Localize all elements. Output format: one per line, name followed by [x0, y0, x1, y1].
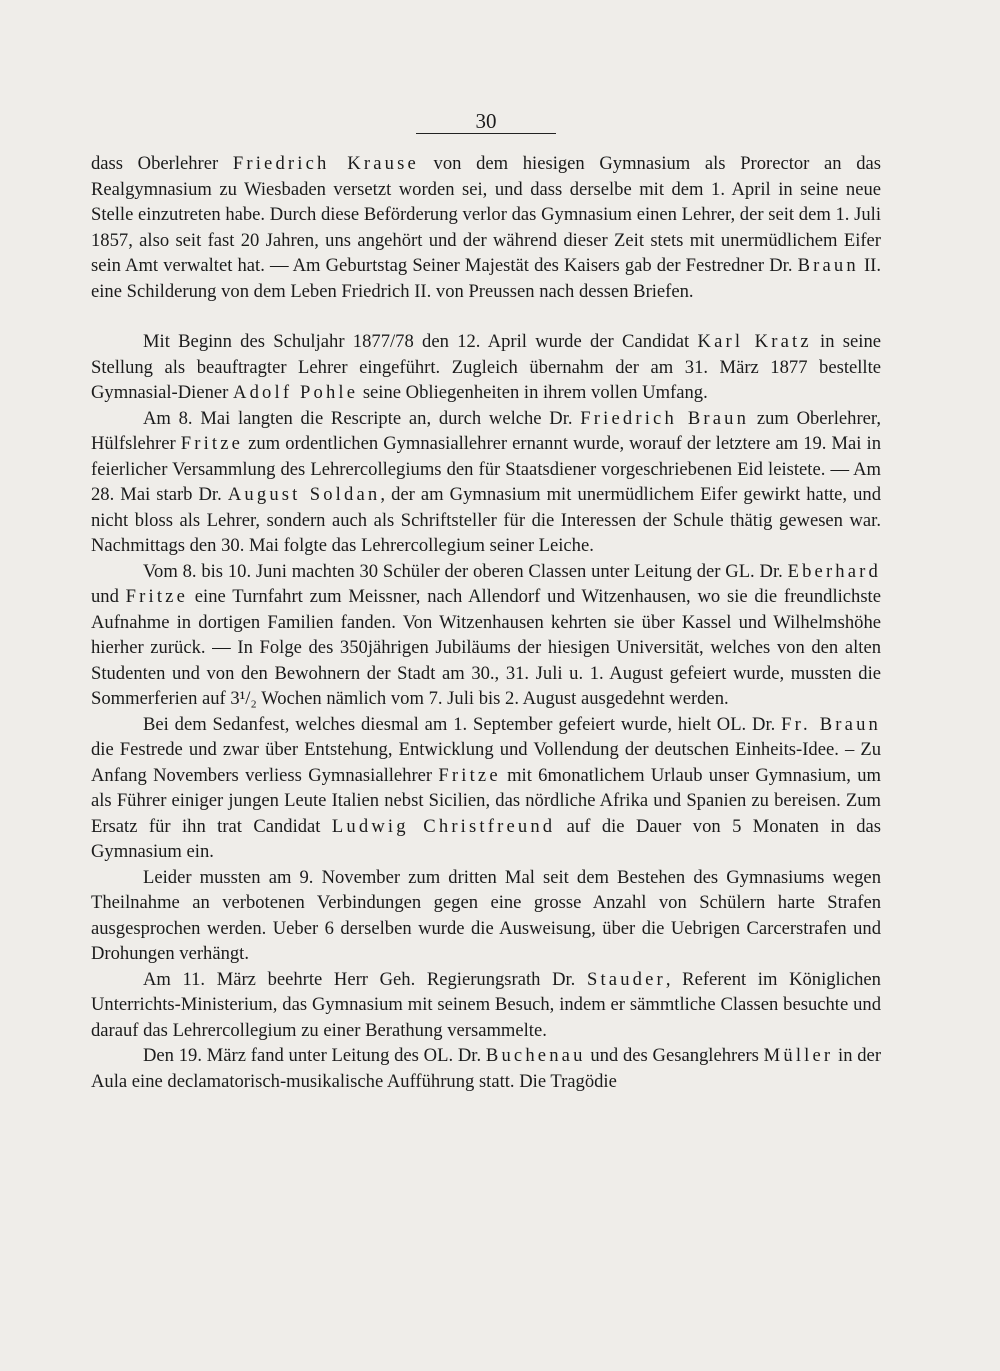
- spaced-name: Fritze: [438, 764, 501, 786]
- paragraph: Leider mussten am 9. November zum dritten Mal seit dem Bestehen des Gymnasiums wegen Theilnahme an verbotenen Verbindungen gegen eine grosse Anzahl von Schülern harte Strafen ausgesprochen werden. Ueber 6 derselben wurde die Ausweisung, über die Uebrigen Carcerstrafen und Drohungen verhängt.: [91, 866, 881, 964]
- paragraph: Den 19. März fand unter Leitung des OL. Dr. Buchenau und des Gesanglehrers Müller in der Aula eine declamatorisch-musikalische Aufführung statt. Die Tragödie: [91, 1045, 882, 1092]
- body-text: [91, 151, 881, 1094]
- paragraph: Mit Beginn des Schuljahr 1877/78 den 12. April wurde der Candidat Karl Kratz in seine Stellung als beauftragter Lehrer eingeführt. Zugleich übernahm der am 31. März 1877 bestellte Gymnasial-Diener Adolf Pohle seine Obliegenheiten in ihrem vollen Umfang.: [91, 331, 881, 403]
- spaced-name: Ludwig Christfreund: [331, 815, 556, 837]
- spaced-name: Friedrich Krause: [232, 153, 419, 174]
- spaced-name: Adolf Pohle: [233, 382, 359, 403]
- page-number: 30: [475, 109, 497, 133]
- spaced-name: Karl Kratz: [697, 331, 812, 352]
- paragraph: Bei dem Sedanfest, welches diesmal am 1. September gefeiert wurde, hielt OL. Dr. Fr. Braun die Festrede und zwar über Entstehung, Entwicklung und Vollendung der deutschen Einheits-Idee. – Zu Anfang Novembers verliess Gymnasiallehrer Fritze mit 6monatlichem Urlaub unser Gymnasium, um als Führer einiger jungen Leute Italien nebst Sicilien, das nördliche Afrika und Spanien zu bereisen. Zum Ersatz für ihn trat Candidat Ludwig Christfreund auf die Dauer von 5 Monaten in das Gymnasium ein.: [91, 713, 881, 862]
- spaced-name: Friedrich Braun: [580, 407, 750, 429]
- spaced-name: Eberhard: [787, 560, 881, 582]
- paragraph: Am 11. März beehrte Herr Geh. Regierungsrath Dr. Stauder, Referent im Königlichen Unterrichts-Ministerium, das Gymnasium mit seinem Besuch, indem er sämmtliche Classen besuchte und darauf das Lehrercollegium zu einer Berathung versammelte.: [91, 968, 881, 1041]
- paragraph: Am 8. Mai langten die Rescripte an, durch welche Dr. Friedrich Braun zum Oberlehrer, Hülfslehrer Fritze zum ordentlichen Gymnasiallehrer ernannt wurde, worauf der letztere am 19. Mai in feierlicher Versammlung des Lehrercollegiums den für Staatsdiener vorgeschriebenen Eid leistete. — Am 28. Mai starb Dr. August Soldan, der am Gymnasium mit unermüdlichem Eifer gewirkt hatte, und nicht bloss als Lehrer, sondern auch als Schriftsteller für die Interessen der Schule thätig gewesen war. Nachmittags den 30. Mai folgte das Lehrercollegium seiner Leiche.: [91, 407, 881, 556]
- spaced-name: Fritze: [180, 433, 244, 454]
- page-number-rule: [416, 133, 556, 134]
- paragraph: Vom 8. bis 10. Juni machten 30 Schüler der oberen Classen unter Leitung der GL. Dr. Eberhard und Fritze eine Turnfahrt zum Meissner, nach Allendorf und Witzenhausen, wo sie die freundlichste Aufnahme in dortigen Familien fanden. Von Witzenhausen kehrten sie über Kassel und Wilhelmshöhe hierher zurück. — In Folge des 350jährigen Jubiläums der hiesigen Universität, welches von den alten Studenten und von den Bewohnern der Stadt am 30., 31. Juli u. 1. August gefeiert wurde, mussten die Sommerferien auf 3¹/₂ Wochen nämlich vom 7. Juli bis 2. August ausgedehnt werden.: [91, 560, 881, 709]
- spaced-name: August Soldan: [227, 484, 381, 505]
- spaced-name: Fr. Braun: [781, 713, 881, 735]
- paragraph: dass Oberlehrer Friedrich Krause von dem hiesigen Gymnasium als Prorector an das Realgymnasium zu Wiesbaden versetzt worden sei, und dass derselbe mit dem 1. April in seine neue Stelle einzutreten habe. Durch diese Beförderung verlor das Gymnasium einen Lehrer, der seit dem 1. Juli 1857, also seit fast 20 Jahren, uns angehört und der während dieser Zeit stets mit unermüdlichem Eifer sein Amt verwaltet hat. — Am Geburtstag Seiner Majestät des Kaisers gab der Festredner Dr. Braun II. eine Schilderung von dem Leben Friedrich II. von Preussen nach dessen Briefen.: [91, 153, 882, 302]
- spaced-name: Buchenau: [485, 1045, 586, 1066]
- spaced-name: Müller: [763, 1045, 834, 1066]
- spaced-name: Fritze: [125, 586, 189, 607]
- spaced-name: Braun: [797, 255, 859, 276]
- spaced-name: Stauder: [586, 968, 666, 990]
